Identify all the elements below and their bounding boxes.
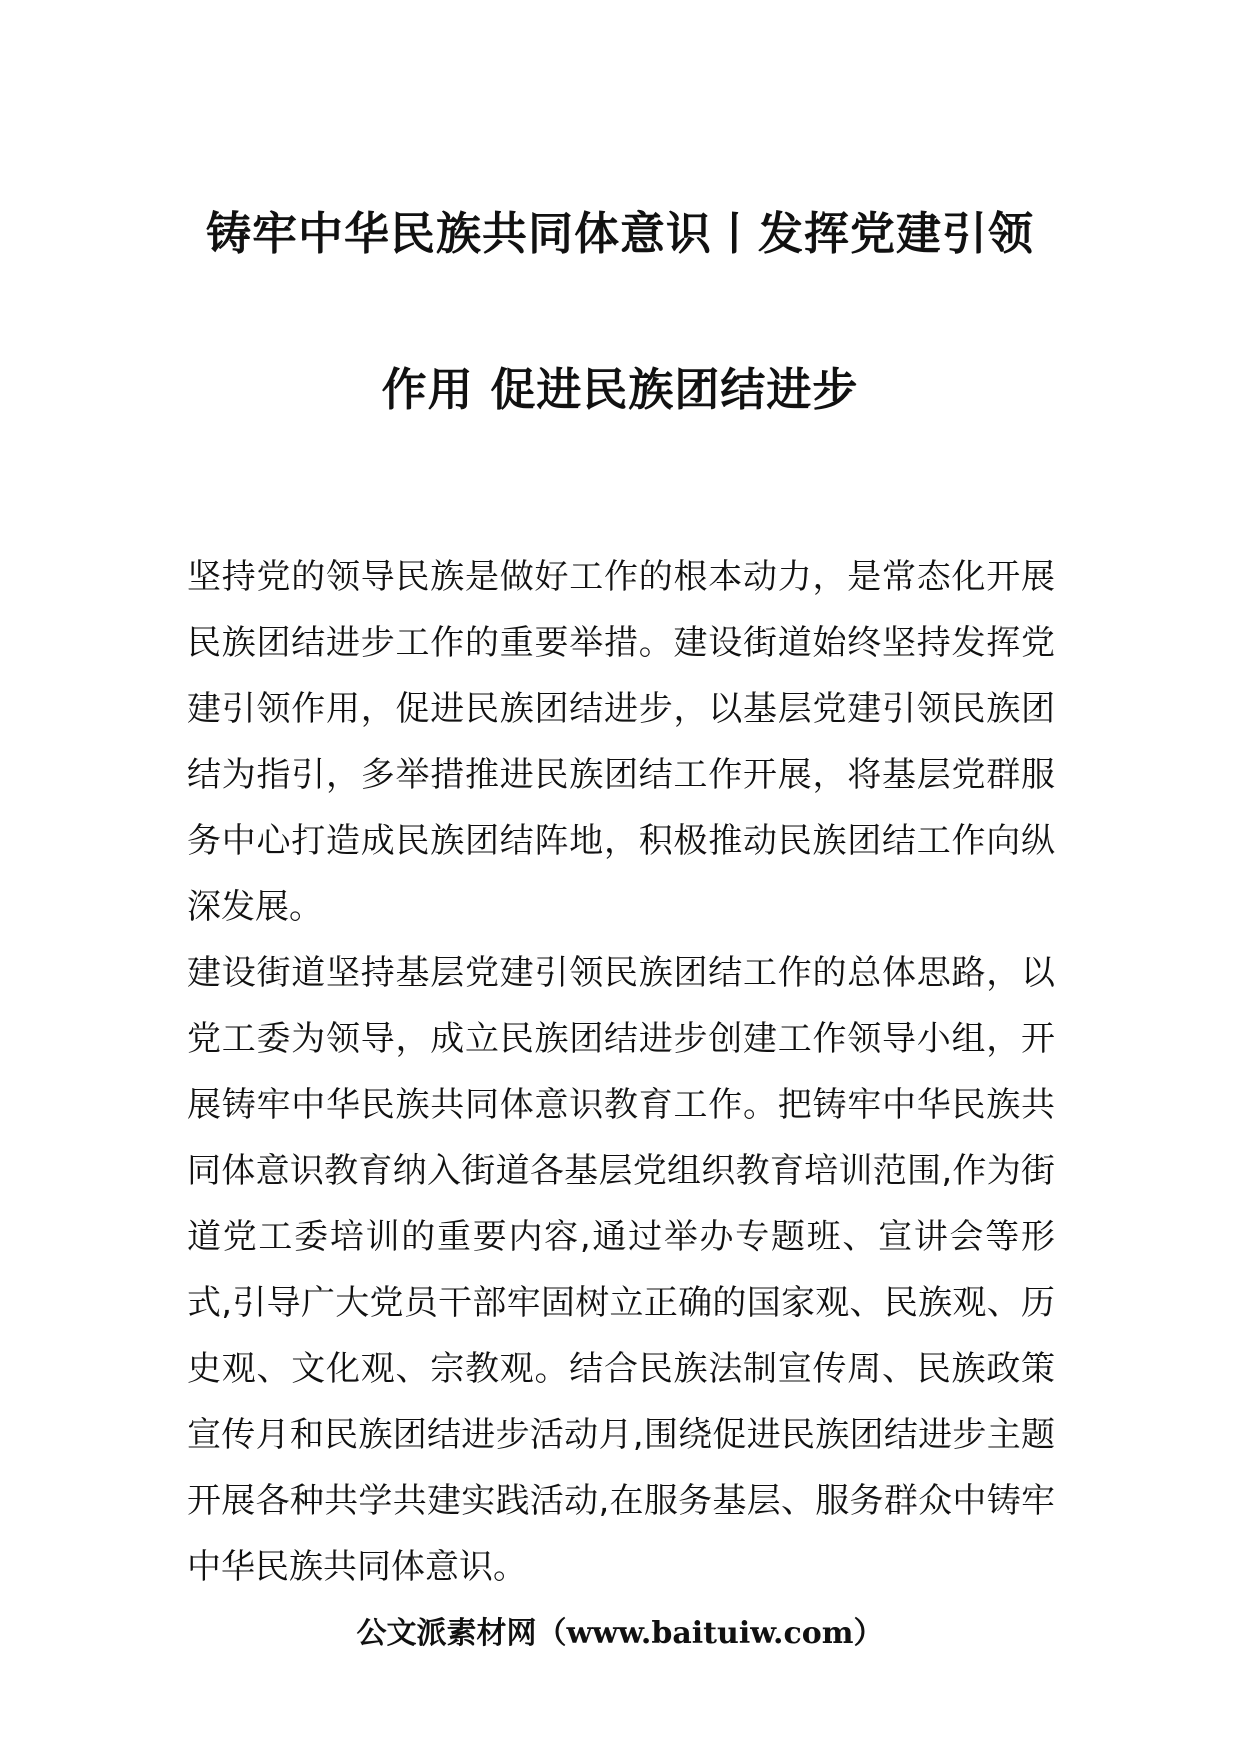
- document-body: [187, 544, 1055, 1600]
- footer-source-line: 公文派素材网（www.baituiw.com）: [356, 1616, 884, 1651]
- body-paragraph-2: 建设街道坚持基层党建引领民族团结工作的总体思路，以党工委为领导，成立民族团结进步创建工作领导小组，开展铸牢中华民族共同体意识教育工作。把铸牢中华民族共同体意识教育纳入街道各基层党组织教育培训范围,作为街道党工委培训的重要内容,通过举办专题班、宣讲会等形式,引导广大党员干部牢固树立正确的国家观、民族观、历史观、文化观、宗教观。结合民族法制宣传周、民族政策宣传月和民族团结进步活动月,围绕促进民族团结进步主题开展各种共学共建实践活动,在服务基层、服务群众中铸牢中华民族共同体意识。: [187, 953, 1055, 1587]
- document-title-line-1: 铸牢中华民族共同体意识丨发挥党建引领: [205, 207, 1034, 260]
- body-paragraph-1: 坚持党的领导民族是做好工作的根本动力，是常态化开展民族团结进步工作的重要举措。建设街道始终坚持发挥党建引领作用，促进民族团结进步，以基层党建引领民族团结为指引，多举措推进民族团结工作开展，将基层党群服务中心打造成民族团结阵地，积极推动民族团结工作向纵深发展。: [187, 557, 1055, 927]
- document-title-line-2: 作用 促进民族团结进步: [381, 363, 859, 416]
